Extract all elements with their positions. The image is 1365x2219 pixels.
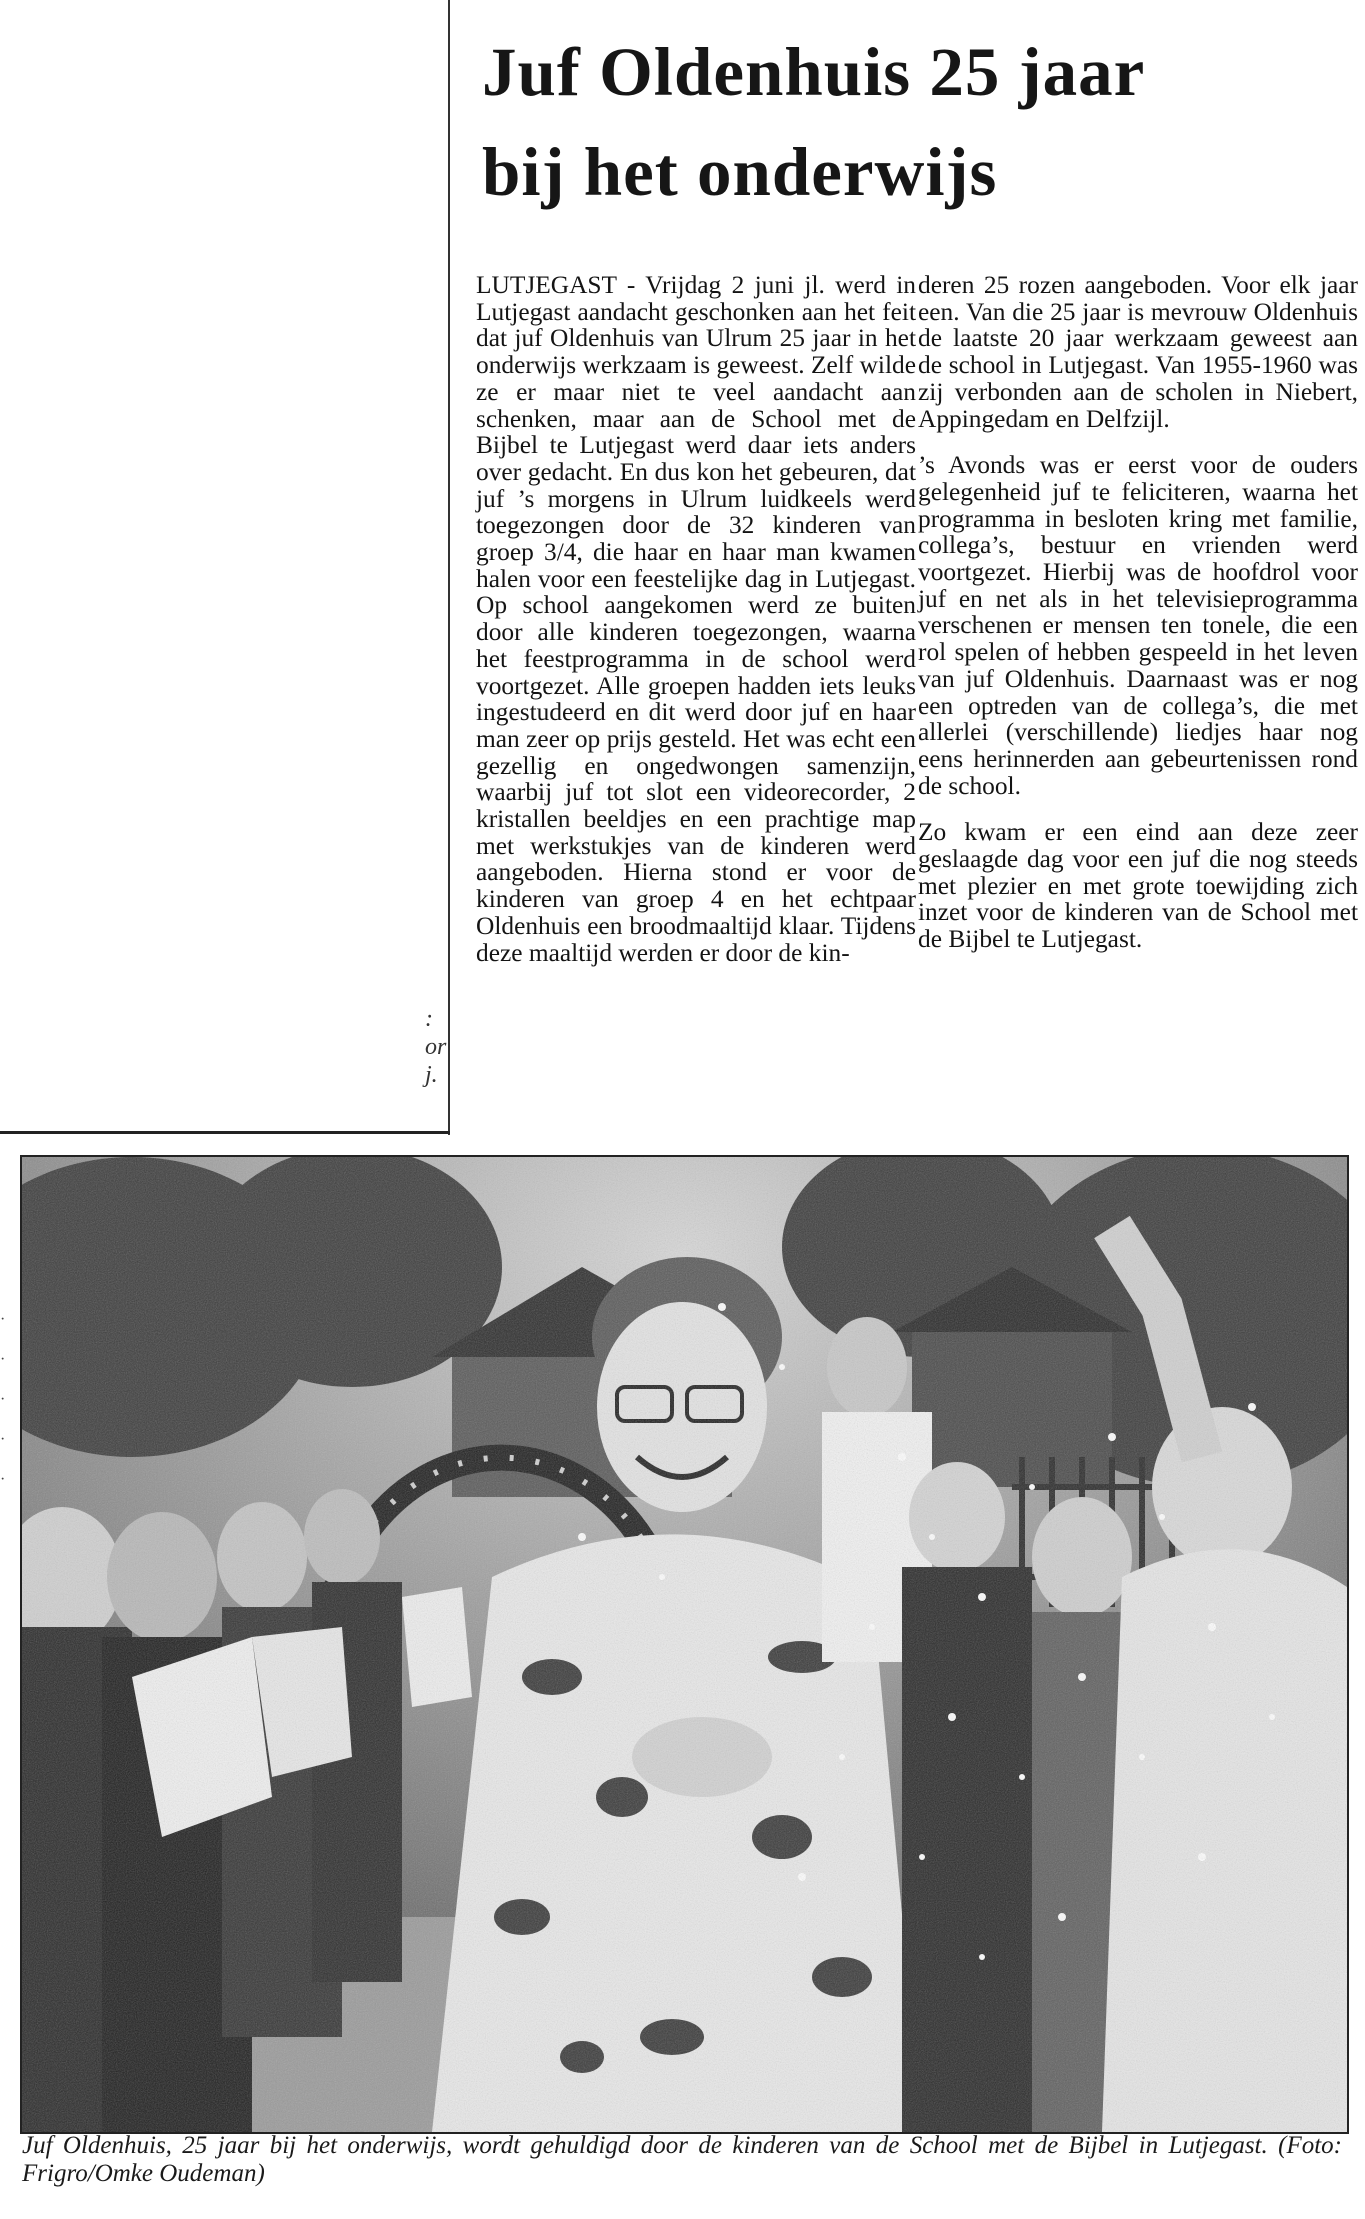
article-column-1 xyxy=(476,272,916,966)
adjacent-clipping-fragments xyxy=(425,1005,447,1089)
fragment-2: or xyxy=(425,1034,447,1060)
column-2-paragraph-2: ’s Avonds was er eerst voor de ouders gelegenheid juf te feliciteren, waarna het programma in besloten kring met familie, collega’s, bestuur en vrienden werd voortgezet. Hierbij was de hoofdrol voor juf en net als in het televisieprogramma verschenen er mensen ten tonele, die een rol spelen of hebben gespeeld in het leven van juf Oldenhuis. Daarnaast was er nog een optreden van de collega’s, die met allerlei (verschillende) liedjes haar nog eens herinnerden aan gebeurtenissen rond de school. xyxy=(918,451,1358,800)
left-edge-marks: · · · · · xyxy=(0,1311,6,1488)
photo-illustration xyxy=(22,1157,1347,2132)
article-column-2 xyxy=(918,272,1358,953)
fragment-3: j. xyxy=(425,1062,438,1088)
article-photo xyxy=(20,1155,1349,2134)
clipping-divider-rule xyxy=(0,1131,450,1134)
photo-caption: Juf Oldenhuis, 25 jaar bij het onderwijs, wordt gehuldigd door de kinderen van de School met de Bijbel in Lutjegast. (Foto: Frigro/Omke Oudeman) xyxy=(22,2132,1342,2187)
column-1-text: LUTJEGAST - Vrijdag 2 juni jl. werd in Lutjegast aandacht geschonken aan het feit dat juf Oldenhuis van Ulrum 25 jaar in het onderwijs werkzaam is geweest. Zelf wilde ze er maar niet te veel aandacht aan schenken, maar aan de School met de Bijbel te Lutjegast werd daar iets anders over gedacht. En dus kon het gebeuren, dat juf ’s morgens in Ulrum luidkeels werd toegezongen door de 32 kinderen van groep 3/4, die haar en haar man kwamen halen voor een feestelijke dag in Lutjegast. Op school aangekomen werd ze buiten door alle kinderen toegezongen, waarna het feestprogramma in de school werd voortgezet. Alle groepen hadden iets leuks ingestudeerd en dit werd door juf en haar man zeer op prijs gesteld. Het was echt een gezellig en ongedwongen samenzijn, waarbij juf tot slot een videorecorder, 2 kristallen beeldjes en een prachtige map met werkstukjes van de kinderen werd aangeboden. Hierna stond er voor de kinderen van groep 4 en het echtpaar Oldenhuis een broodmaaltijd klaar. Tijdens deze maaltijd werden er door de kin- xyxy=(476,271,916,967)
column-2-paragraph-1: deren 25 rozen aangeboden. Voor elk jaar een. Van die 25 jaar is mevrouw Oldenhuis de laatste 20 jaar werkzaam geweest aan de school in Lutjegast. Van 1955-1960 was zij verbonden aan de scholen in Niebert, Appingedam en Delfzijl. xyxy=(918,271,1358,433)
headline-line-2: bij het onderwijs xyxy=(482,134,998,210)
column-2-paragraph-3: Zo kwam er een eind aan deze zeer geslaagde dag voor een juf die nog steeds met plezier en met grote toewijding zich inzet voor de kinderen van de School met de Bijbel te Lutjegast. xyxy=(918,818,1358,954)
fragment-1: : xyxy=(425,1006,433,1032)
headline-line-1: Juf Oldenhuis 25 jaar xyxy=(482,34,1146,110)
article-headline xyxy=(482,22,1342,222)
